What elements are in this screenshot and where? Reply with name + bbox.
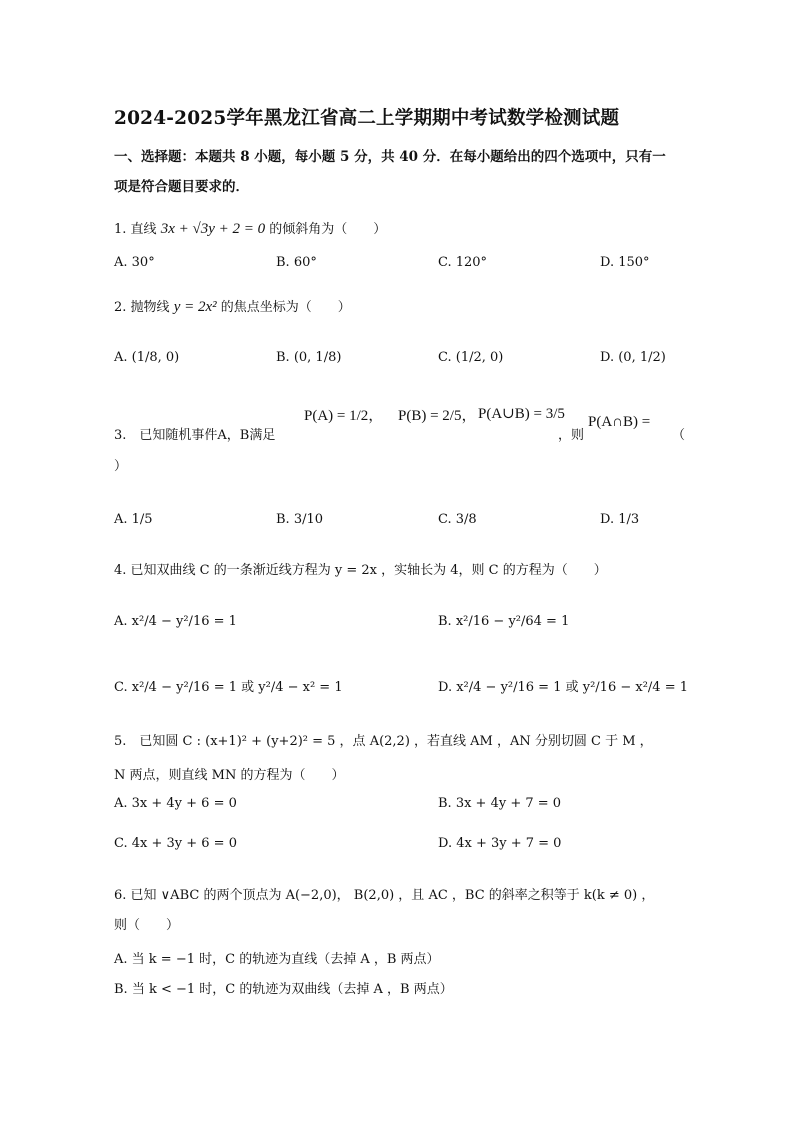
question-6-line1: 6. 已知 ∨ABC 的两个顶点为 A(−2,0)， B(2,0) ，且 AC ，BC 的斜率之积等于 k(k ≠ 0) ， [114, 888, 655, 903]
page-title: 2024-2025学年黑龙江省高二上学期期中考试数学检测试题 [114, 108, 620, 129]
question-1 [114, 218, 386, 238]
question-3 [114, 424, 275, 443]
q3-condition-2: P(B) = 2/5， [398, 408, 477, 424]
q3-option-a: A. 1/5 [114, 512, 153, 527]
q3-prefix: 3. 已知随机事件 [114, 428, 218, 443]
q1-option-c: C. 120° [438, 255, 488, 270]
q2-equation: y = 2x² [173, 299, 217, 315]
q3-then: ，则 [558, 428, 585, 443]
q2-option-d: D. (0, 1/2) [600, 350, 666, 365]
q3-condition-1: P(A) = 1/2， [304, 408, 384, 424]
q3-option-d: D. 1/3 [600, 512, 640, 527]
q1-equation: 3x + √3y + 2 = 0 [160, 221, 266, 237]
question-5-line1: 5. 已知圆 C : (x+1)² + (y+2)² = 5 ，点 A(2,2) ，若直线 AM ，AN 分别切圆 C 于 M ， [114, 734, 653, 749]
q3-option-b: B. 3/10 [276, 512, 324, 527]
q1-option-a: A. 30° [114, 255, 155, 270]
q3-option-c: C. 3/8 [438, 512, 477, 527]
q2-prefix: 2. 抛物线 [114, 300, 170, 315]
q3-mid: A，B满足 [217, 428, 276, 443]
question-2 [114, 296, 351, 316]
q2-option-a: A. (1/8, 0) [114, 350, 180, 365]
q3-paren-open: （ [672, 428, 686, 443]
q6-option-b: B. 当 k < −1 时，C 的轨迹为双曲线（去掉 A ，B 两点） [114, 982, 453, 997]
question-5-line2: N 两点，则直线 MN 的方程为（ ） [114, 768, 345, 783]
q5-option-b: B. 3x + 4y + 7 = 0 [438, 796, 562, 811]
q1-option-b: B. 60° [276, 255, 317, 270]
q5-option-d: D. 4x + 3y + 7 = 0 [438, 836, 562, 851]
q1-prefix: 1. 直线 [114, 222, 157, 237]
q3-target: P(A∩B) = [588, 414, 651, 430]
section-header-line2: 项是符合题目要求的． [114, 179, 249, 195]
q4-option-d: D. x²/4 − y²/16 = 1 或 y²/16 − x²/4 = 1 [438, 680, 689, 695]
question-6-line2: 则（ ） [114, 918, 180, 933]
section-header-line1: 一、选择题：本题共 8 小题，每小题 5 分，共 40 分．在每小题给出的四个选项中，只有一 [114, 149, 666, 165]
q5-option-a: A. 3x + 4y + 6 = 0 [114, 796, 237, 811]
q1-option-d: D. 150° [600, 255, 650, 270]
q1-suffix: 的倾斜角为（ ） [269, 222, 387, 237]
q3-paren-close: ） [114, 459, 128, 474]
q3-condition-3: P(A∪B) = 3/5 [478, 406, 565, 422]
q5-option-c: C. 4x + 3y + 6 = 0 [114, 836, 237, 851]
q4-option-b: B. x²/16 − y²/64 = 1 [438, 614, 570, 629]
question-4: 4. 已知双曲线 C 的一条渐近线方程为 y = 2x ，实轴长为 4，则 C 的方程为（ ） [114, 563, 607, 578]
q4-option-a: A. x²/4 − y²/16 = 1 [114, 614, 237, 629]
q6-option-a: A. 当 k = −1 时，C 的轨迹为直线（去掉 A ，B 两点） [114, 952, 440, 967]
q2-suffix: 的焦点坐标为（ ） [220, 300, 351, 315]
q2-option-b: B. (0, 1/8) [276, 350, 342, 365]
q4-option-c: C. x²/4 − y²/16 = 1 或 y²/4 − x² = 1 [114, 680, 343, 695]
q2-option-c: C. (1/2, 0) [438, 350, 504, 365]
